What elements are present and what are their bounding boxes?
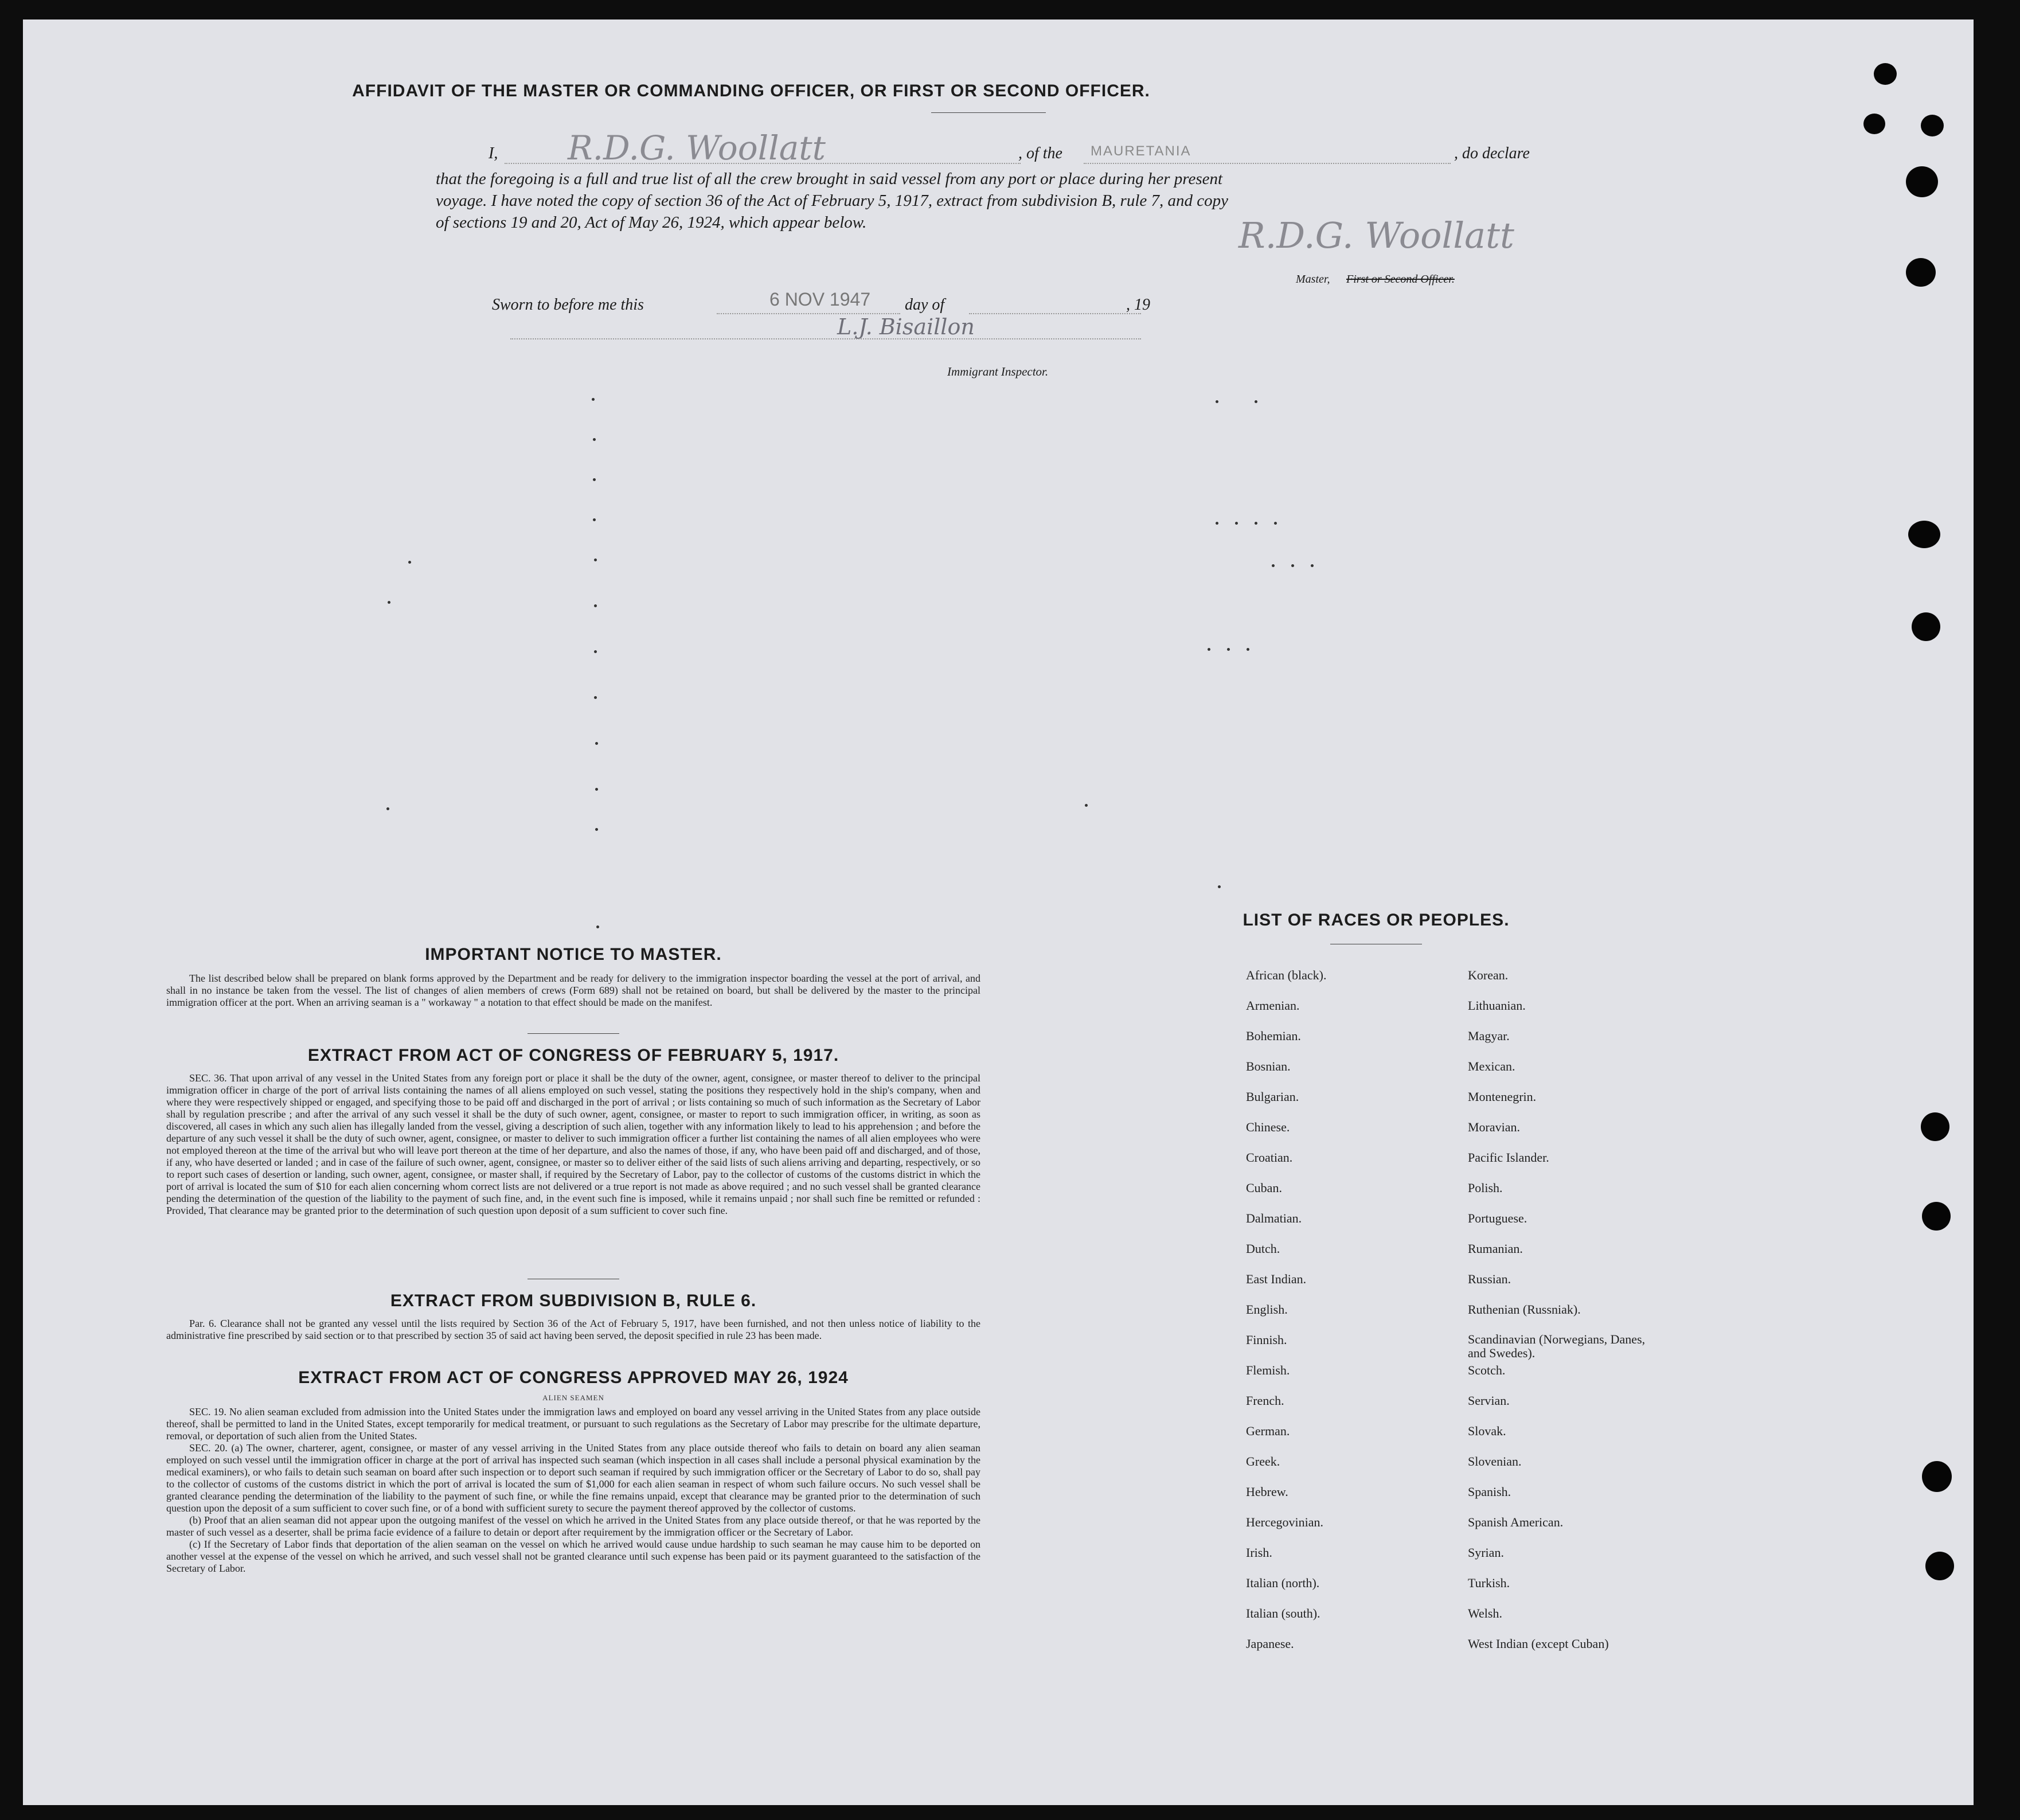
- race-item: Portuguese.: [1468, 1211, 1527, 1225]
- statement-line-2: voyage. I have noted the copy of section 36 of the Act of February 5, 1917, extract from subdivision B, rule 7, and copy: [436, 192, 1229, 210]
- i-label: I,: [489, 144, 498, 162]
- race-item: Armenian.: [1246, 998, 1300, 1013]
- form-dot: [386, 807, 389, 810]
- race-item: Croatian.: [1246, 1150, 1293, 1165]
- document-page: [23, 19, 1974, 1805]
- form-dot: [595, 788, 598, 791]
- alien-seamen-subtitle: ALIEN SEAMEN: [542, 1393, 604, 1402]
- race-item: Cuban.: [1246, 1181, 1282, 1195]
- punch-hole: [1921, 1112, 1949, 1141]
- race-item: Slovenian.: [1468, 1454, 1522, 1469]
- form-dot: [1235, 522, 1238, 525]
- form-dot: [596, 925, 599, 928]
- race-item: Magyar.: [1468, 1029, 1510, 1043]
- master-signature-1: R.D.G. Woollatt: [568, 128, 826, 167]
- master-label: Master,: [1296, 273, 1330, 286]
- punch-hole: [1908, 521, 1940, 548]
- race-item: Moravian.: [1468, 1120, 1521, 1134]
- extract-1924-title: EXTRACT FROM ACT OF CONGRESS APPROVED MAY 26, 1924: [298, 1368, 849, 1387]
- affidavit-title: AFFIDAVIT OF THE MASTER OR COMMANDING OFFICER, OR FIRST OR SECOND OFFICER.: [352, 81, 1150, 100]
- race-item: Korean.: [1468, 968, 1509, 982]
- race-item: Polish.: [1468, 1181, 1503, 1195]
- form-dot: [594, 604, 597, 607]
- race-item: Servian.: [1468, 1393, 1510, 1408]
- race-item: Finnish.: [1246, 1333, 1287, 1347]
- punch-hole: [1922, 1202, 1951, 1231]
- form-dot: [1274, 522, 1277, 525]
- notice-text: [166, 973, 980, 1009]
- race-item: Flemish.: [1246, 1363, 1290, 1377]
- form-dot: [594, 696, 597, 699]
- race-item: German.: [1246, 1424, 1290, 1438]
- form-dot: [594, 650, 597, 653]
- form-dot: [1272, 564, 1275, 567]
- of-the-label: , of the: [1018, 144, 1062, 162]
- race-item: French.: [1246, 1393, 1284, 1408]
- name-line: [505, 163, 1021, 164]
- inspector-signature: L.J. Bisaillon: [837, 314, 975, 339]
- race-item: Italian (north).: [1246, 1576, 1320, 1590]
- extract-rule6-title: EXTRACT FROM SUBDIVISION B, RULE 6.: [390, 1291, 757, 1310]
- notice-title: IMPORTANT NOTICE TO MASTER.: [425, 945, 722, 964]
- race-item: Lithuanian.: [1468, 998, 1526, 1013]
- race-item: Dutch.: [1246, 1241, 1280, 1256]
- month-line: [969, 313, 1141, 314]
- punch-hole: [1874, 63, 1897, 85]
- race-item: West Indian (except Cuban): [1468, 1637, 1609, 1651]
- form-dot: [1311, 564, 1314, 567]
- vessel-name: MAURETANIA: [1091, 143, 1191, 159]
- par6-paragraph: Par. 6. Clearance shall not be granted any vessel until the lists required by Section 36 of the Act of February 5, 1917, have been furnished, and not then unless notice of liability to the administrative fine prescribed by said section or to that prescribed by section 35 of said act having been served, the deposit specified in rule 23 has been made.: [166, 1318, 980, 1341]
- punch-hole: [1863, 114, 1885, 134]
- form-dot: [1216, 400, 1218, 403]
- race-item: Scandinavian (Norwegians, Danes, and Swedes).: [1468, 1332, 1646, 1360]
- form-dot: [593, 518, 596, 521]
- race-item: English.: [1246, 1302, 1288, 1317]
- race-item: Irish.: [1246, 1545, 1272, 1560]
- punch-hole: [1912, 612, 1940, 641]
- punch-hole: [1921, 115, 1944, 136]
- struck-officer-label: First or Second Officer.: [1346, 273, 1455, 286]
- race-item: Chinese.: [1246, 1120, 1290, 1134]
- form-dot: [1208, 648, 1210, 651]
- form-dot: [592, 398, 595, 401]
- sec36-paragraph: SEC. 36. That upon arrival of any vessel in the United States from any foreign port or place it shall be the duty of the owner, agent, consignee, or master thereof to deliver to the principal immigration officer in charge of the port of arrival lists containing the names of all aliens employed on such vessel, stating the positions they respectively hold in the ship's company, when and where they were respectively shipped or engaged, and specifying those to be paid off and discharged in the port of arrival ; or lists containing so much of such information as the Secretary of Labor shall by regulation prescribe ; and after the arrival of any such vessel it shall be the duty of such owner, agent, consignee, or master to report to such immigration officer, in writing, as soon as discovered, all cases in which any such alien has illegally landed from the vessel, giving a description of such alien, together with any information likely to lead to his apprehension ; and before the departure of any such vessel it shall be the duty of such owner, agent, consignee, or master to deliver to such immigration officer a further list containing the names of all alien employees who were not employed thereon at the time of the arrival but who will leave port thereon at the time of her departure, and also the names of those, if any, who have been paid off and discharged, and of those, if any, who have deserted or landed ; and in case of the failure of such owner, agent, consignee, or master so to deliver either of the said lists of such aliens arriving and departing, respectively, or so to report such cases of desertion or landing, such owner, agent, consignee, or master shall, if required by the Secretary of Labor, pay to the collector of customs of the customs district in which the port of arrival is located the sum of $10 for each alien concerning whom correct lists are not delivered or a true report is not made as above required ; and no such vessel shall be granted clearance pending the determination of the question of the liability to the payment of such fine, and, in the event such fine is imposed, while it remains unpaid ; nor shall such fine be remitted or refunded : Provided, That clearance may be granted prior to the determination of such question upon deposit of a sum sufficient to cover such fine.: [166, 1072, 980, 1216]
- do-declare-label: , do declare: [1454, 144, 1530, 162]
- form-dot: [593, 438, 596, 441]
- form-dot: [595, 742, 598, 745]
- form-dot: [1255, 522, 1257, 525]
- punch-hole: [1906, 166, 1938, 197]
- extract-1917-title: EXTRACT FROM ACT OF CONGRESS OF FEBRUARY 5, 1917.: [307, 1046, 839, 1065]
- race-item: Bohemian.: [1246, 1029, 1301, 1043]
- form-dot: [1227, 648, 1230, 651]
- notice-paragraph: The list described below shall be prepared on blank forms approved by the Department and be ready for delivery to the immigration inspector boarding the vessel at the port of arrival, and shall in no instance be taken from the vessel. The list of changes of alien members of crews (Form 689) shall not be retained on board, but shall be delivered by the master to the principal immigration officer at the port. When an arriving seaman is a " workaway " a notation to that effect should be made on the manifest.: [166, 973, 980, 1008]
- race-item: Italian (south).: [1246, 1606, 1320, 1620]
- race-item: Hercegovinian.: [1246, 1515, 1323, 1529]
- sec20a-paragraph: SEC. 20. (a) The owner, charterer, agent, consignee, or master of any vessel arriving in the United States from any place outside thereof who fails to detain on board any alien seaman employed on such vessel until the immigration officer in charge at the port of arrival has inspected such seaman (which inspection in all cases shall include a personal physical examination by the medical examiners), or who fails to detain such seaman on board after such inspection or to deport such seaman if required by such immigration officer or the Secretary of Labor to do so, shall pay to the collector of customs of the customs district in which the port of arrival is located the sum of $1,000 for each alien seaman in respect of whom such failure occurs. No such vessel shall be granted clearance pending the determination of the liability to the payment of such fine, or while the fine remains unpaid, except that clearance may be granted prior to the determination of such question upon the deposit of a sum sufficient to cover such fine, or of a bond with sufficient surety to secure the payment thereof approved by the collector of customs.: [166, 1442, 980, 1514]
- form-dot: [1247, 648, 1249, 651]
- races-title: LIST OF RACES OR PEOPLES.: [1243, 911, 1510, 929]
- sec20c-paragraph: (c) If the Secretary of Labor finds that deportation of the alien seaman on the vessel on which he arrived would cause undue hardship to such seaman he may cause him to be deported on another vessel at the expense of the vessel on which he arrived, and such vessel shall not be granted clearance until such expense has been paid or its payment guaranteed to the satisfaction of the Secretary of Labor.: [166, 1538, 980, 1574]
- day-of-label: day of: [905, 296, 945, 314]
- vessel-line: [1084, 163, 1451, 164]
- race-item: Mexican.: [1468, 1059, 1515, 1073]
- race-item: Greek.: [1246, 1454, 1280, 1469]
- race-item: Syrian.: [1468, 1545, 1504, 1560]
- race-item: Spanish.: [1468, 1485, 1511, 1499]
- statement-line-1: that the foregoing is a full and true list of all the crew brought in said vessel from any port or place during her present: [436, 170, 1223, 188]
- form-dot: [593, 478, 596, 481]
- race-item: Japanese.: [1246, 1637, 1294, 1651]
- title-rule: [931, 112, 1046, 113]
- race-item: African (black).: [1246, 968, 1327, 982]
- master-signature-2: R.D.G. Woollatt: [1238, 214, 1514, 256]
- race-item: East Indian.: [1246, 1272, 1307, 1286]
- form-dot: [388, 601, 390, 604]
- statement-line-3: of sections 19 and 20, Act of May 26, 1924, which appear below.: [436, 213, 867, 232]
- race-item: Russian.: [1468, 1272, 1511, 1286]
- race-item: Hebrew.: [1246, 1485, 1288, 1499]
- form-dot: [1218, 885, 1221, 888]
- punch-hole: [1906, 258, 1936, 287]
- extract-1924-text: [166, 1406, 980, 1575]
- race-item: Turkish.: [1468, 1576, 1510, 1590]
- race-item: Montenegrin.: [1468, 1089, 1537, 1104]
- form-dot: [1255, 400, 1257, 403]
- form-dot: [1085, 804, 1088, 807]
- race-item: Scotch.: [1468, 1363, 1506, 1377]
- sec20b-paragraph: (b) Proof that an alien seaman did not appear upon the outgoing manifest of the vessel on which he arrived in the United States from any place outside thereof, or that he was reported by the master of such vessel as a deserter, shall be prima facie evidence of a failure to detain or deport after requirement by the immigration officer or the Secretary of Labor.: [166, 1514, 980, 1538]
- sec19-paragraph: SEC. 19. No alien seaman excluded from admission into the United States under the immigration laws and employed on board any vessel arriving in the United States from any place outside thereof, shall be permitted to land in the United States, except temporarily for medical treatment, or pursuant to such regulations as the Secretary of Labor may prescribe for the ultimate departure, removal, or deportation of such alien from the United States.: [166, 1406, 980, 1442]
- race-item: Bulgarian.: [1246, 1089, 1299, 1104]
- race-item: Welsh.: [1468, 1606, 1502, 1620]
- form-dot: [1291, 564, 1294, 567]
- race-item: Ruthenian (Russniak).: [1468, 1302, 1581, 1317]
- year-label: , 19: [1126, 296, 1150, 314]
- race-item: Dalmatian.: [1246, 1211, 1302, 1225]
- form-dot: [408, 561, 411, 564]
- punch-hole: [1922, 1461, 1952, 1492]
- race-item: Slovak.: [1468, 1424, 1506, 1438]
- race-item: Bosnian.: [1246, 1059, 1291, 1073]
- form-dot: [594, 559, 597, 561]
- race-item: Rumanian.: [1468, 1241, 1523, 1256]
- sworn-label: Sworn to before me this: [492, 296, 644, 314]
- race-item: Spanish American.: [1468, 1515, 1564, 1529]
- form-dot: [595, 828, 598, 831]
- punch-hole: [1925, 1552, 1954, 1580]
- inspector-line: [510, 338, 1141, 339]
- section-divider: [528, 1033, 619, 1034]
- race-item: Pacific Islander.: [1468, 1150, 1549, 1165]
- extract-1917-text: [166, 1072, 980, 1217]
- extract-rule6-text: [166, 1318, 980, 1342]
- form-dot: [1216, 522, 1218, 525]
- date-stamp: 6 NOV 1947: [769, 289, 871, 310]
- inspector-label: Immigrant Inspector.: [947, 365, 1049, 378]
